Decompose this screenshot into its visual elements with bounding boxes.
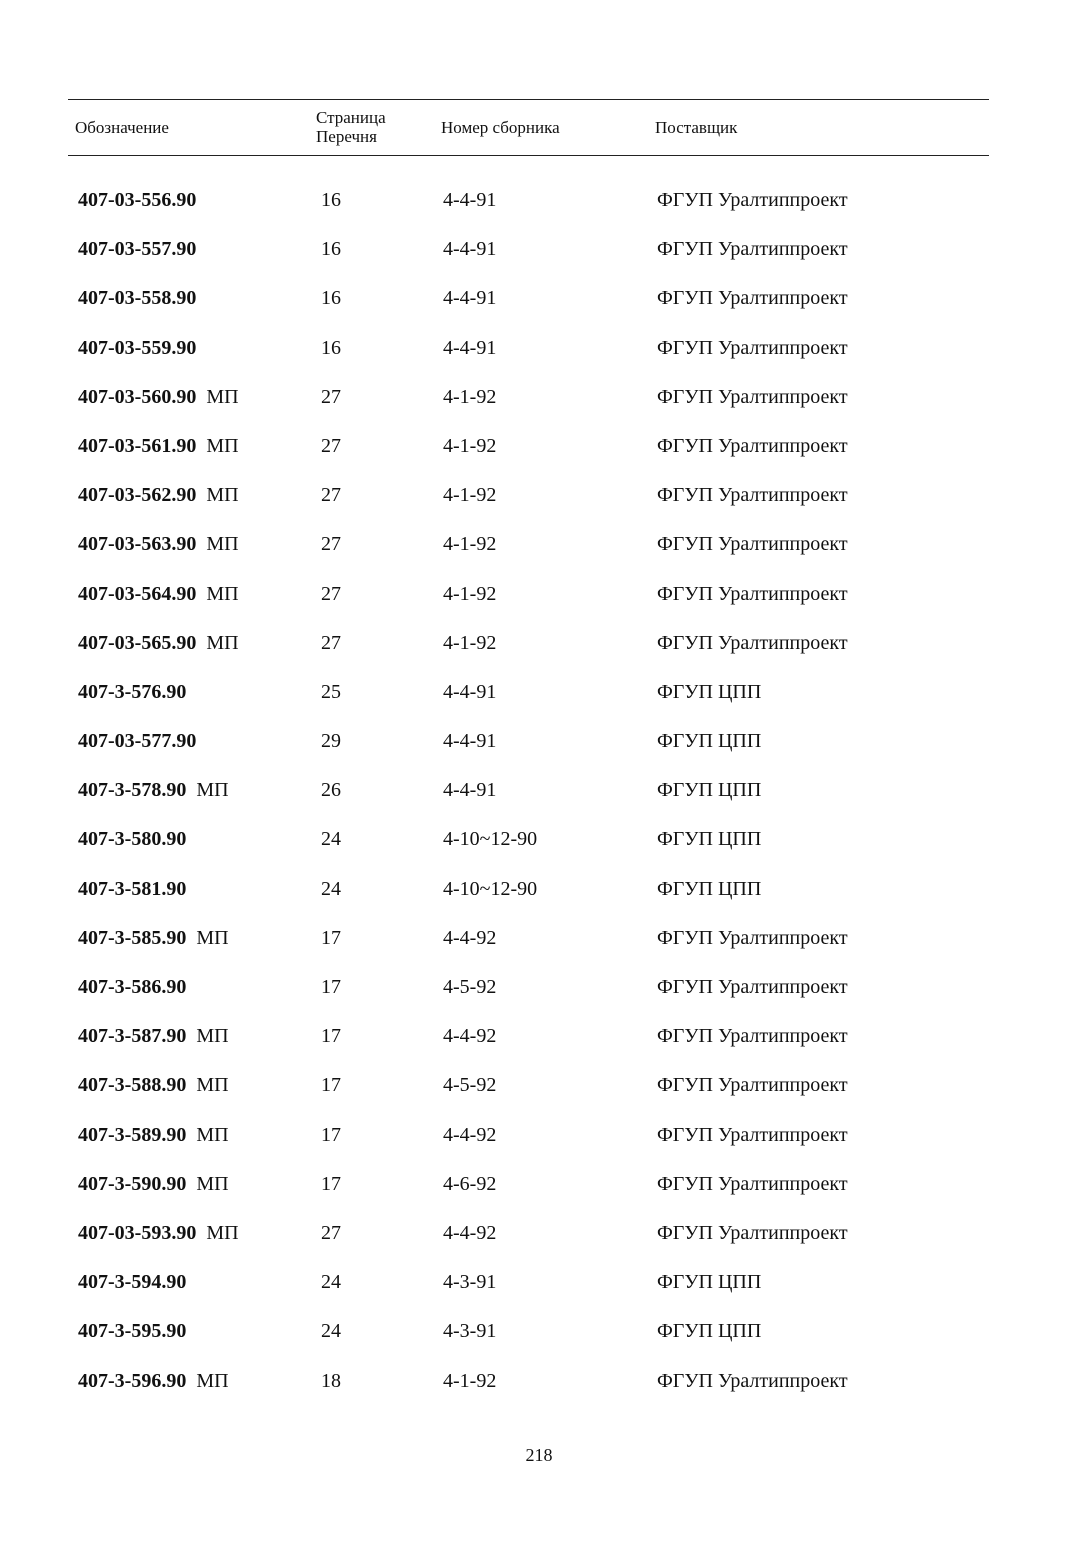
table-row xyxy=(0,963,1078,1012)
table-row xyxy=(0,471,1078,520)
header-page-line2: Перечня xyxy=(316,127,377,146)
cell-collection: 4-1-92 xyxy=(443,631,497,654)
cell-designation xyxy=(78,766,229,815)
cell-page: 17 xyxy=(321,1025,341,1048)
cell-supplier: ФГУП ЦПП xyxy=(657,828,762,851)
cell-collection: 4-1-92 xyxy=(443,582,497,605)
table-row xyxy=(0,766,1078,815)
cell-page: 17 xyxy=(321,976,341,998)
designation-suffix: МП xyxy=(206,484,239,507)
table-row xyxy=(0,717,1078,766)
cell-collection: 4-4-91 xyxy=(443,287,497,310)
cell-page: 17 xyxy=(321,926,341,949)
cell-designation xyxy=(78,520,239,569)
table-row xyxy=(0,520,1078,569)
cell-designation xyxy=(78,1209,239,1258)
cell-collection: 4-1-92 xyxy=(443,533,497,556)
cell-supplier: ФГУП ЦПП xyxy=(657,730,762,753)
cell-page: 24 xyxy=(321,828,341,851)
table-row xyxy=(0,1357,1078,1406)
table-header xyxy=(0,99,1078,155)
cell-page: 16 xyxy=(321,238,341,261)
cell-supplier: ФГУП Уралтиппроект xyxy=(657,189,848,211)
cell-supplier: ФГУП ЦПП xyxy=(657,1271,762,1294)
cell-designation xyxy=(78,865,186,914)
designation-code: 407-3-580.90 xyxy=(78,828,187,851)
table-row xyxy=(0,1061,1078,1110)
table-row xyxy=(0,668,1078,717)
table-row xyxy=(0,1160,1078,1209)
cell-page: 27 xyxy=(321,385,341,408)
table-row xyxy=(0,914,1078,963)
designation-suffix: МП xyxy=(196,926,229,949)
designation-code: 407-3-588.90 xyxy=(78,1074,187,1097)
cell-supplier: ФГУП Уралтиппроект xyxy=(657,631,848,654)
cell-page: 24 xyxy=(321,1320,341,1343)
cell-designation xyxy=(78,176,196,225)
cell-supplier: ФГУП Уралтиппроект xyxy=(657,582,848,605)
designation-suffix: МП xyxy=(196,1074,229,1097)
cell-page: 17 xyxy=(321,1123,341,1146)
cell-page: 18 xyxy=(321,1369,341,1392)
designation-code: 407-03-561.90 xyxy=(78,434,197,457)
designation-suffix: МП xyxy=(206,631,239,654)
cell-page: 27 xyxy=(321,582,341,605)
cell-designation xyxy=(78,1012,229,1061)
cell-collection: 4-4-92 xyxy=(443,926,497,949)
cell-collection: 4-4-92 xyxy=(443,1221,497,1244)
designation-code: 407-03-560.90 xyxy=(78,385,197,408)
designation-code: 407-3-587.90 xyxy=(78,1025,187,1048)
cell-supplier: ФГУП ЦПП xyxy=(657,1320,762,1343)
designation-code: 407-3-596.90 xyxy=(78,1369,187,1392)
cell-designation xyxy=(78,570,239,619)
table-row xyxy=(0,422,1078,471)
designation-code: 407-3-590.90 xyxy=(78,1172,187,1195)
cell-collection: 4-6-92 xyxy=(443,1172,497,1195)
cell-collection: 4-1-92 xyxy=(443,1369,497,1392)
designation-code: 407-03-558.90 xyxy=(78,287,197,310)
designation-code: 407-3-589.90 xyxy=(78,1123,187,1146)
cell-supplier: ФГУП Уралтиппроект xyxy=(657,1074,848,1097)
cell-collection: 4-4-91 xyxy=(443,336,497,359)
cell-collection: 4-4-92 xyxy=(443,1123,497,1146)
cell-collection: 4-4-91 xyxy=(443,238,497,261)
cell-collection: 4-4-92 xyxy=(443,1025,497,1048)
cell-designation xyxy=(78,1111,229,1160)
cell-supplier: ФГУП Уралтиппроект xyxy=(657,385,848,408)
cell-supplier: ФГУП ЦПП xyxy=(657,680,762,703)
cell-supplier: ФГУП Уралтиппроект xyxy=(657,287,848,310)
cell-page: 16 xyxy=(321,336,341,359)
designation-code: 407-3-586.90 xyxy=(78,976,187,998)
cell-page: 27 xyxy=(321,1221,341,1244)
cell-page: 29 xyxy=(321,730,341,753)
designation-suffix: МП xyxy=(196,1123,229,1146)
designation-suffix: МП xyxy=(206,385,239,408)
designation-suffix: МП xyxy=(196,1369,229,1392)
table-row xyxy=(0,1209,1078,1258)
designation-code: 407-03-577.90 xyxy=(78,730,197,753)
cell-supplier: ФГУП ЦПП xyxy=(657,877,762,900)
cell-supplier: ФГУП Уралтиппроект xyxy=(657,1369,848,1392)
cell-designation xyxy=(78,1160,229,1209)
cell-collection: 4-4-91 xyxy=(443,779,497,802)
cell-collection: 4-4-91 xyxy=(443,730,497,753)
page-number: 218 xyxy=(525,1445,553,1465)
table-header-rule xyxy=(68,155,989,156)
designation-code: 407-03-593.90 xyxy=(78,1221,197,1244)
designation-suffix: МП xyxy=(206,1221,239,1244)
cell-collection: 4-10~12-90 xyxy=(443,877,538,900)
designation-code: 407-03-556.90 xyxy=(78,189,197,211)
designation-suffix: МП xyxy=(206,533,239,556)
cell-supplier: ФГУП Уралтиппроект xyxy=(657,926,848,949)
designation-code: 407-03-562.90 xyxy=(78,484,197,507)
cell-supplier: ФГУП Уралтиппроект xyxy=(657,1123,848,1146)
header-collection: Номер сборника xyxy=(441,117,560,137)
table-row xyxy=(0,225,1078,274)
cell-supplier: ФГУП Уралтиппроект xyxy=(657,238,848,261)
table-row xyxy=(0,1111,1078,1160)
designation-code: 407-03-563.90 xyxy=(78,533,197,556)
cell-page: 24 xyxy=(321,877,341,900)
cell-designation xyxy=(78,914,229,963)
table-row xyxy=(0,373,1078,422)
cell-page: 27 xyxy=(321,533,341,556)
cell-designation xyxy=(78,471,239,520)
cell-collection: 4-5-92 xyxy=(443,976,497,998)
cell-collection: 4-1-92 xyxy=(443,484,497,507)
cell-designation xyxy=(78,717,196,766)
designation-code: 407-03-565.90 xyxy=(78,631,197,654)
table-row xyxy=(0,324,1078,373)
cell-collection: 4-3-91 xyxy=(443,1271,497,1294)
cell-designation xyxy=(78,619,239,668)
cell-designation xyxy=(78,422,239,471)
cell-designation xyxy=(78,225,196,274)
cell-designation xyxy=(78,815,186,864)
table-row xyxy=(0,815,1078,864)
designation-code: 407-03-557.90 xyxy=(78,238,197,261)
header-supplier: Поставщик xyxy=(655,117,738,137)
table-row xyxy=(0,865,1078,914)
cell-page: 24 xyxy=(321,1271,341,1294)
designation-code: 407-3-576.90 xyxy=(78,680,187,703)
cell-page: 26 xyxy=(321,779,341,802)
cell-supplier: ФГУП Уралтиппроект xyxy=(657,434,848,457)
cell-collection: 4-1-92 xyxy=(443,385,497,408)
cell-page: 27 xyxy=(321,631,341,654)
cell-designation xyxy=(78,1357,229,1406)
cell-supplier: ФГУП Уралтиппроект xyxy=(657,336,848,359)
designation-code: 407-03-559.90 xyxy=(78,336,197,359)
designation-code: 407-3-594.90 xyxy=(78,1271,187,1294)
table-row xyxy=(0,1012,1078,1061)
cell-collection: 4-4-91 xyxy=(443,680,497,703)
cell-designation xyxy=(78,274,196,323)
cell-collection: 4-10~12-90 xyxy=(443,828,538,851)
cell-supplier: ФГУП ЦПП xyxy=(657,779,762,802)
cell-page: 17 xyxy=(321,1074,341,1097)
cell-supplier: ФГУП Уралтиппроект xyxy=(657,1221,848,1244)
cell-supplier: ФГУП Уралтиппроект xyxy=(657,1025,848,1048)
cell-supplier: ФГУП Уралтиппроект xyxy=(657,533,848,556)
cell-designation xyxy=(78,668,186,717)
cell-designation xyxy=(78,963,186,1012)
designation-code: 407-3-585.90 xyxy=(78,926,187,949)
cell-page: 27 xyxy=(321,484,341,507)
table-row xyxy=(0,619,1078,668)
cell-designation xyxy=(78,1258,186,1307)
designation-suffix: МП xyxy=(206,434,239,457)
designation-suffix: МП xyxy=(206,582,239,605)
cell-page: 17 xyxy=(321,1172,341,1195)
designation-code: 407-3-595.90 xyxy=(78,1320,187,1343)
table-row xyxy=(0,176,1078,225)
cell-supplier: ФГУП Уралтиппроект xyxy=(657,484,848,507)
designation-suffix: МП xyxy=(196,1025,229,1048)
cell-page: 16 xyxy=(321,189,341,211)
header-page xyxy=(316,99,386,155)
cell-designation xyxy=(78,1061,229,1110)
table-row xyxy=(0,274,1078,323)
designation-suffix: МП xyxy=(196,779,229,802)
cell-collection: 4-1-92 xyxy=(443,434,497,457)
designation-suffix: МП xyxy=(196,1172,229,1195)
cell-page: 25 xyxy=(321,680,341,703)
designation-code: 407-3-578.90 xyxy=(78,779,187,802)
cell-supplier: ФГУП Уралтиппроект xyxy=(657,1172,848,1195)
table-body xyxy=(0,176,1078,1406)
cell-collection: 4-4-91 xyxy=(443,189,497,211)
designation-code: 407-03-564.90 xyxy=(78,582,197,605)
cell-supplier: ФГУП Уралтиппроект xyxy=(657,976,848,998)
cell-designation xyxy=(78,373,239,422)
header-page-line1: Страница xyxy=(316,108,386,127)
cell-designation xyxy=(78,1307,186,1356)
cell-page: 27 xyxy=(321,434,341,457)
table-row xyxy=(0,1307,1078,1356)
cell-collection: 4-3-91 xyxy=(443,1320,497,1343)
table-row xyxy=(0,570,1078,619)
header-designation: Обозначение xyxy=(75,117,169,137)
cell-designation xyxy=(78,324,196,373)
cell-collection: 4-5-92 xyxy=(443,1074,497,1097)
cell-page: 16 xyxy=(321,287,341,310)
table-row xyxy=(0,1258,1078,1307)
designation-code: 407-3-581.90 xyxy=(78,877,187,900)
